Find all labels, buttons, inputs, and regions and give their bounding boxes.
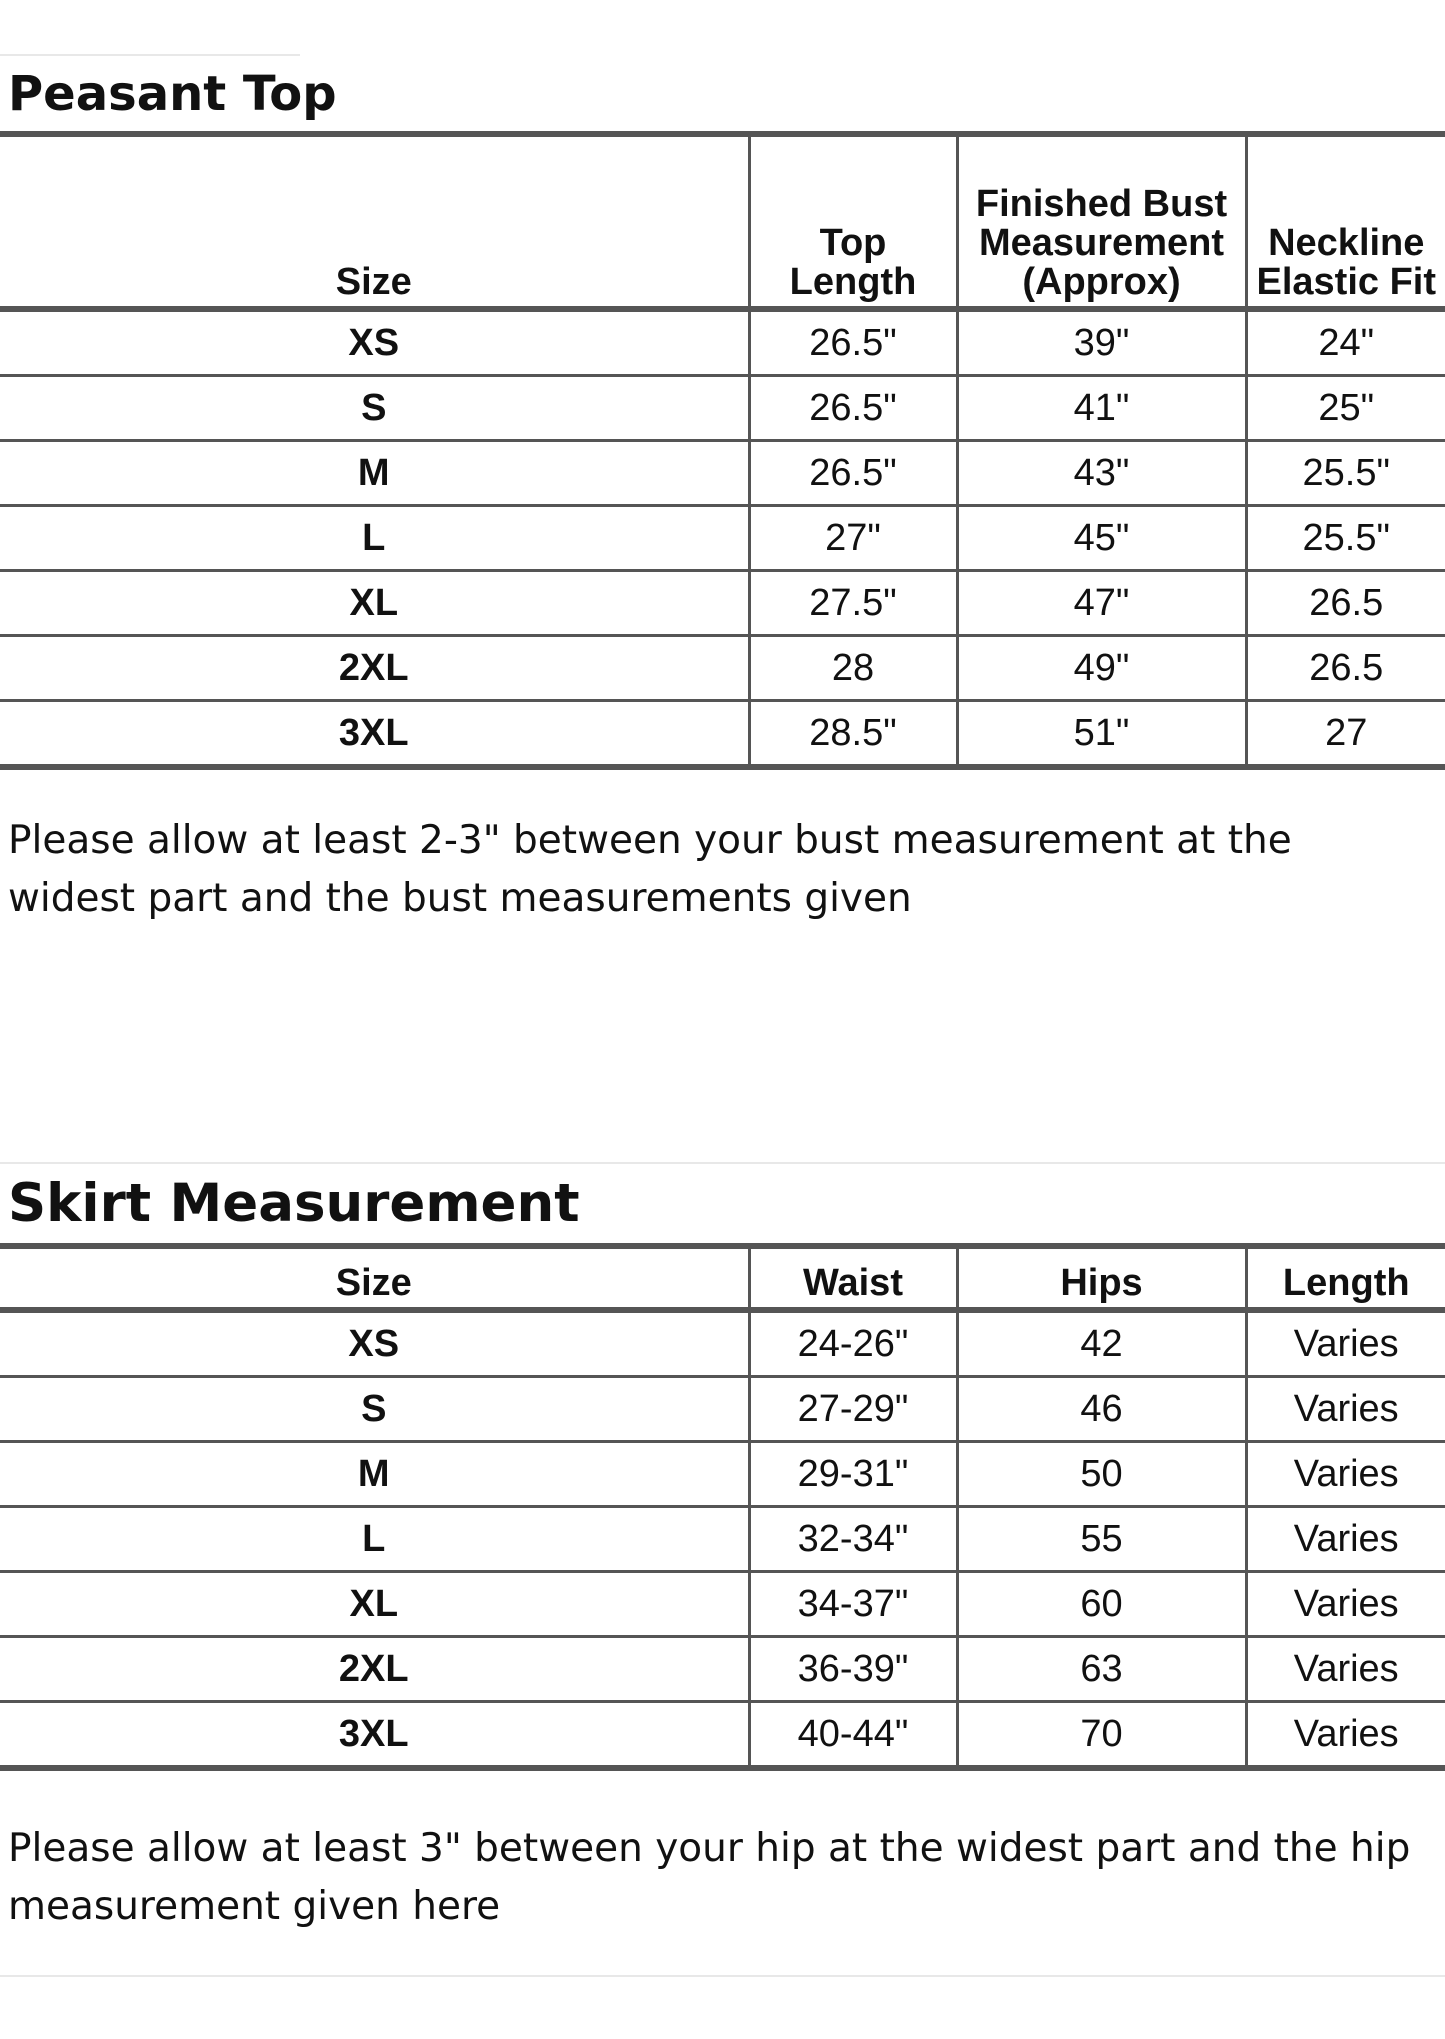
size-cell: 2XL xyxy=(0,1637,749,1702)
neckline-cell: 26.5 xyxy=(1246,571,1445,636)
hip-fit-note: Please allow at least 3" between your hip at the widest part and the hip measurement given here xyxy=(8,1826,1411,1929)
size-cell: 3XL xyxy=(0,1702,749,1769)
size-cell: XS xyxy=(0,1310,749,1377)
neckline-cell: 25.5" xyxy=(1246,506,1445,571)
hips-cell: 50 xyxy=(957,1442,1246,1507)
skirt-measurement-title: Skirt Measurement xyxy=(8,1173,580,1234)
size-cell: L xyxy=(0,1507,749,1572)
bust-cell: 45" xyxy=(957,506,1246,571)
size-cell: XL xyxy=(0,1572,749,1637)
peasant-top-title: Peasant Top xyxy=(8,66,337,122)
skirt-size-table xyxy=(0,1243,1445,1771)
size-cell: L xyxy=(0,506,749,571)
table-row xyxy=(0,506,1445,571)
neckline-column-header: Neckline Elastic Fit xyxy=(1246,134,1445,309)
bust-column-header: Finished Bust Measurement (Approx) xyxy=(957,134,1246,309)
table-row xyxy=(0,1377,1445,1442)
size-cell: 3XL xyxy=(0,701,749,768)
faint-divider xyxy=(0,1975,1445,1977)
table-row xyxy=(0,701,1445,768)
table-row xyxy=(0,1637,1445,1702)
table-row xyxy=(0,1572,1445,1637)
bust-cell: 49" xyxy=(957,636,1246,701)
faint-divider xyxy=(0,54,300,56)
waist-cell: 24-26" xyxy=(749,1310,957,1377)
neckline-cell: 25.5" xyxy=(1246,441,1445,506)
size-cell: XL xyxy=(0,571,749,636)
bust-cell: 41" xyxy=(957,376,1246,441)
bust-cell: 51" xyxy=(957,701,1246,768)
table-row xyxy=(0,1310,1445,1377)
peasant-top-size-table xyxy=(0,131,1445,770)
length-cell: Varies xyxy=(1246,1702,1445,1769)
table-row xyxy=(0,309,1445,376)
table-header-row xyxy=(0,134,1445,309)
waist-cell: 32-34" xyxy=(749,1507,957,1572)
neckline-cell: 24" xyxy=(1246,309,1445,376)
hips-cell: 46 xyxy=(957,1377,1246,1442)
top-length-cell: 28.5" xyxy=(749,701,957,768)
waist-cell: 27-29" xyxy=(749,1377,957,1442)
length-cell: Varies xyxy=(1246,1507,1445,1572)
size-cell: S xyxy=(0,1377,749,1442)
top-length-column-header: Top Length xyxy=(749,134,957,309)
faint-divider xyxy=(0,1162,1445,1164)
size-cell: M xyxy=(0,441,749,506)
table-header-row xyxy=(0,1246,1445,1310)
waist-cell: 29-31" xyxy=(749,1442,957,1507)
table-row xyxy=(0,1702,1445,1769)
length-cell: Varies xyxy=(1246,1572,1445,1637)
top-length-cell: 26.5" xyxy=(749,309,957,376)
hips-cell: 70 xyxy=(957,1702,1246,1769)
length-cell: Varies xyxy=(1246,1637,1445,1702)
waist-cell: 34-37" xyxy=(749,1572,957,1637)
waist-cell: 36-39" xyxy=(749,1637,957,1702)
table-row xyxy=(0,1442,1445,1507)
neckline-cell: 26.5 xyxy=(1246,636,1445,701)
table-row xyxy=(0,441,1445,506)
top-length-cell: 26.5" xyxy=(749,441,957,506)
bust-cell: 47" xyxy=(957,571,1246,636)
size-cell: XS xyxy=(0,309,749,376)
hips-column-header: Hips xyxy=(957,1246,1246,1310)
top-length-cell: 28 xyxy=(749,636,957,701)
table-row xyxy=(0,636,1445,701)
length-cell: Varies xyxy=(1246,1442,1445,1507)
size-cell: M xyxy=(0,1442,749,1507)
neckline-cell: 25" xyxy=(1246,376,1445,441)
top-length-cell: 27" xyxy=(749,506,957,571)
waist-cell: 40-44" xyxy=(749,1702,957,1769)
top-length-cell: 26.5" xyxy=(749,376,957,441)
hips-cell: 60 xyxy=(957,1572,1246,1637)
size-cell: 2XL xyxy=(0,636,749,701)
top-length-cell: 27.5" xyxy=(749,571,957,636)
table-row xyxy=(0,1507,1445,1572)
waist-column-header: Waist xyxy=(749,1246,957,1310)
neckline-cell: 27 xyxy=(1246,701,1445,768)
table-row xyxy=(0,376,1445,441)
length-cell: Varies xyxy=(1246,1377,1445,1442)
hips-cell: 42 xyxy=(957,1310,1246,1377)
hips-cell: 63 xyxy=(957,1637,1246,1702)
length-cell: Varies xyxy=(1246,1310,1445,1377)
bust-cell: 43" xyxy=(957,441,1246,506)
size-column-header: Size xyxy=(0,1246,749,1310)
length-column-header: Length xyxy=(1246,1246,1445,1310)
size-column-header: Size xyxy=(0,134,749,309)
bust-cell: 39" xyxy=(957,309,1246,376)
bust-fit-note: Please allow at least 2-3" between your bust measurement at the widest part and the bust measurements given xyxy=(8,818,1292,921)
size-cell: S xyxy=(0,376,749,441)
table-row xyxy=(0,571,1445,636)
hips-cell: 55 xyxy=(957,1507,1246,1572)
